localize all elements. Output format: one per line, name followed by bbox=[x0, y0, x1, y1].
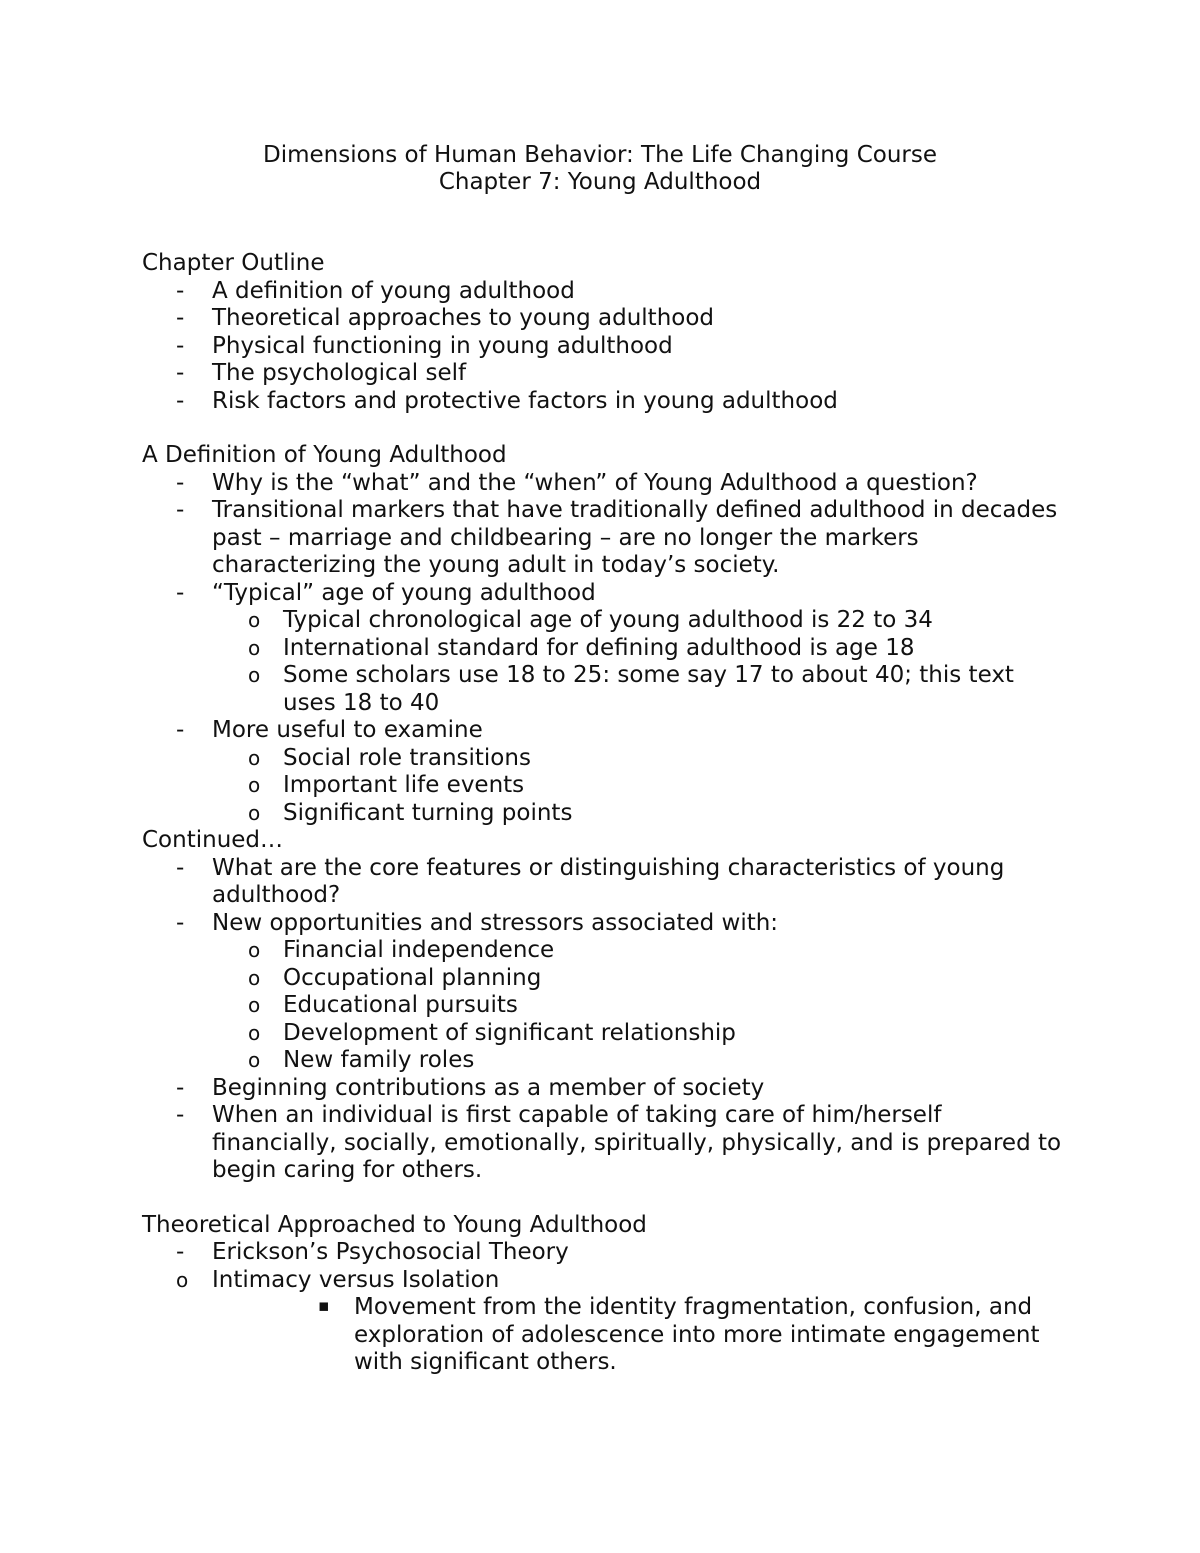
dash-bullet: - bbox=[176, 360, 185, 386]
sub-list-item: o Educational pursuits bbox=[248, 992, 518, 1018]
document-body bbox=[142, 250, 1072, 1377]
continued-list bbox=[142, 855, 1072, 1185]
dash-bullet: - bbox=[176, 497, 185, 523]
spacer bbox=[142, 1185, 1072, 1212]
sub-list-item: o Occupational planning bbox=[248, 964, 542, 991]
circle-bullet: o bbox=[248, 663, 261, 687]
sub-list-item: o Typical chronological age of young adulthood is 22 to 34 bbox=[248, 607, 933, 633]
list-item: - “Typical” age of young adulthood bbox=[176, 579, 596, 606]
list-item: - Erickson’s Psychosocial Theory bbox=[176, 1239, 569, 1265]
list-item: - New opportunities and stressors associated with: bbox=[176, 909, 779, 936]
circle-bullet: o bbox=[248, 938, 261, 962]
dash-bullet: - bbox=[176, 305, 185, 331]
document-header bbox=[0, 142, 1200, 196]
circle-bullet: o bbox=[248, 608, 261, 632]
sub-list-item: o Intimacy versus Isolation bbox=[176, 1266, 500, 1293]
circle-bullet: o bbox=[248, 773, 261, 797]
circle-bullet: o bbox=[248, 993, 261, 1017]
chapter-outline-heading: Chapter Outline bbox=[142, 250, 325, 276]
dash-bullet: - bbox=[176, 854, 185, 881]
circle-bullet: o bbox=[248, 800, 261, 825]
dash-bullet: - bbox=[176, 1239, 185, 1265]
theory-list bbox=[142, 1239, 1072, 1377]
list-item: - The psychological self bbox=[176, 360, 467, 386]
list-item: - Beginning contributions as a member of society bbox=[176, 1074, 765, 1101]
dash-bullet: - bbox=[176, 1102, 185, 1128]
circle-bullet: o bbox=[248, 635, 261, 660]
definition-list bbox=[142, 470, 1072, 828]
sub-list-item: o Development of significant relationship bbox=[248, 1019, 736, 1046]
dash-bullet: - bbox=[176, 909, 185, 936]
list-item: - A definition of young adulthood bbox=[176, 277, 575, 304]
list-item: - Why is the “what” and the “when” of Young Adulthood a question? bbox=[176, 469, 978, 496]
continued-heading: Continued… bbox=[142, 827, 284, 853]
list-item: - When an individual is first capable of taking care of him/herself financially, socially, emotionally, spiritually, physically, and is prepared to begin caring for others. bbox=[176, 1102, 1062, 1183]
dash-bullet: - bbox=[176, 469, 185, 496]
sub-list-item: o New family roles bbox=[248, 1047, 475, 1073]
sub-list-item: o Significant turning points bbox=[248, 799, 573, 826]
circle-bullet: o bbox=[248, 1048, 261, 1072]
list-item: - What are the core features or distinguishing characteristics of young adulthood? bbox=[176, 854, 1005, 908]
sub-list-item: o International standard for defining adulthood is age 18 bbox=[248, 634, 915, 661]
dash-bullet: - bbox=[176, 387, 185, 414]
circle-bullet: o bbox=[248, 1020, 261, 1045]
sub-list-item: o Social role transitions bbox=[248, 744, 531, 771]
list-item: - Risk factors and protective factors in young adulthood bbox=[176, 387, 838, 414]
dash-bullet: - bbox=[176, 579, 185, 606]
dash-bullet: - bbox=[176, 332, 185, 359]
sub-list-item: o Some scholars use 18 to 25: some say 17 to about 40; this text uses 18 to 40 bbox=[248, 662, 1014, 716]
sub-list-item: o Financial independence bbox=[248, 937, 555, 963]
document-title: Dimensions of Human Behavior: The Life Changing Course bbox=[262, 142, 937, 168]
circle-bullet: o bbox=[176, 1267, 189, 1292]
chapter-title: Chapter 7: Young Adulthood bbox=[438, 169, 762, 195]
list-item: - Theoretical approaches to young adulthood bbox=[176, 305, 715, 331]
list-item: - Physical functioning in young adulthood bbox=[176, 332, 673, 359]
sub-sub-list-item: ▪ Movement from the identity fragmentation, confusion, and exploration of adolescence into more intimate engagement with significant others. bbox=[318, 1294, 1040, 1375]
dash-bullet: - bbox=[176, 717, 185, 743]
list-item: - Transitional markers that have traditionally defined adulthood in decades past – marriage and childbearing – are no longer the markers characterizing the young adult in today’s society. bbox=[176, 497, 1058, 578]
sub-list-item: o Important life events bbox=[248, 772, 525, 798]
circle-bullet: o bbox=[248, 965, 261, 990]
dash-bullet: - bbox=[176, 1074, 185, 1101]
spacer bbox=[142, 415, 1072, 442]
definition-heading: A Definition of Young Adulthood bbox=[142, 442, 507, 468]
square-bullet: ▪ bbox=[318, 1296, 330, 1316]
theory-heading: Theoretical Approached to Young Adulthood bbox=[142, 1211, 647, 1238]
dash-bullet: - bbox=[176, 277, 185, 304]
list-item: - More useful to examine bbox=[176, 717, 483, 743]
circle-bullet: o bbox=[248, 745, 261, 770]
chapter-outline-list bbox=[142, 278, 1072, 416]
